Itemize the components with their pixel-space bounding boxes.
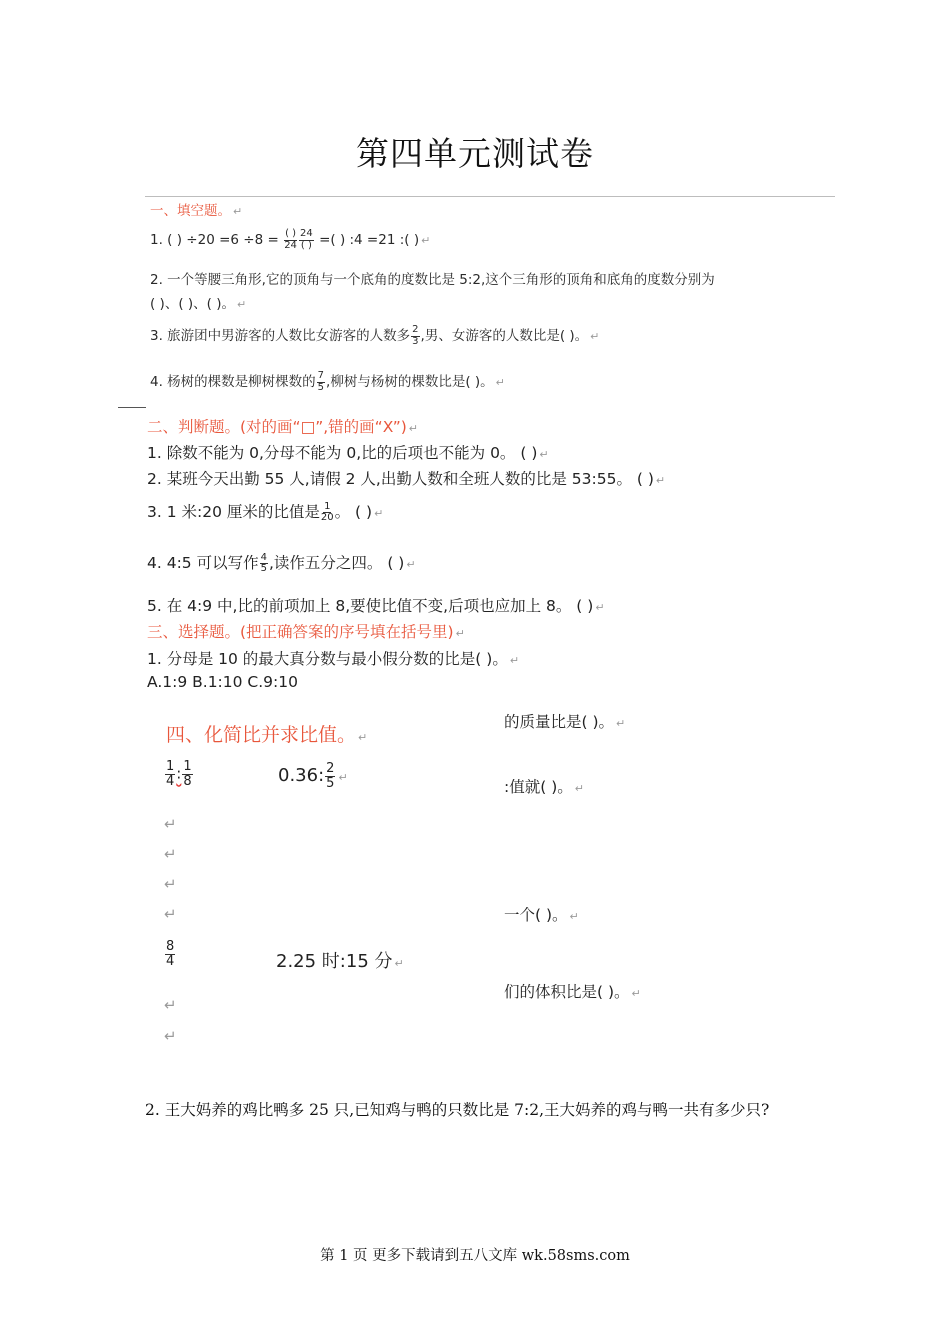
- choice-question-1-options: A.1:9 B.1:10 C.9:10: [147, 673, 298, 691]
- choice-fragment-4: 们的体积比是( )。 ↵: [504, 983, 641, 1001]
- fill-question-2-line-1: 2. 一个等腰三角形,它的顶角与一个底角的度数比是 5:2,这个三角形的顶角和底角的度数分别为: [150, 272, 715, 288]
- fragment-rule: [118, 407, 146, 408]
- judge-question-2: 2. 某班今天出勤 55 人,请假 2 人,出勤人数和全班人数的比是 53:55。 ( ) ↵: [147, 470, 666, 488]
- judge-question-4: 4. 4:5 可以写作 $\frac{4}{5}$ ,读作五分之四。 ( ) ↵: [147, 551, 416, 574]
- fraction-2-3: $\frac{2}{3}$: [412, 324, 419, 347]
- fraction-24-over-blank: $\frac{24}{( )}$: [300, 228, 313, 251]
- fraction-1-20: $\frac{1}{20}$: [320, 500, 334, 523]
- simplify-item-d: 2.25 时:15 分 ↵: [276, 951, 404, 972]
- paragraph-mark: ↵: [233, 205, 243, 218]
- fraction-1-4: $\frac{1}{4}$: [166, 759, 175, 789]
- judge-question-3: 3. 1 米:20 厘米的比值是 $\frac{1}{20}$ 。 ( ) ↵: [147, 500, 384, 523]
- choice-fragment-2: :值就( )。 ↵: [504, 778, 584, 796]
- judge-question-1: 1. 除数不能为 0,分母不能为 0,比的后项也不能为 0。 ( ) ↵: [147, 444, 549, 462]
- paragraph-mark: ↵: [164, 996, 177, 1014]
- judge-question-5: 5. 在 4:9 中,比的前项加上 8,要使比值不变,后项也应加上 8。 ( ) ↵: [147, 597, 605, 615]
- fill-question-4: 4. 杨树的棵数是柳树棵数的 $\frac{7}{5}$ ,柳树与杨树的棵数比是( )。 ↵: [150, 370, 505, 393]
- paragraph-mark: ↵: [164, 875, 177, 893]
- fraction-4-5: $\frac{4}{5}$: [260, 551, 267, 574]
- fraction-2-5: $\frac{2}{5}$: [326, 761, 335, 791]
- title-divider: [145, 196, 835, 197]
- word-problem-2: 2. 王大妈养的鸡比鸭多 25 只,已知鸡与鸭的只数比是 7:2,王大妈养的鸡与鸭一共有多少只?: [145, 1101, 770, 1119]
- fill-question-1: 1. ( ) ÷20 =6 ÷8 = $\frac{( )}{24}$ $\frac{24}{( )}$ =( ) :4 =21 :( ) ↵: [150, 228, 431, 251]
- cut-off-text: [300, 705, 500, 711]
- fraction-blank-over-24: $\frac{( )}{24}$: [284, 228, 297, 251]
- section-choice-heading: 三、选择题。(把正确答案的序号填在括号里) ↵: [147, 623, 465, 641]
- section-fill-heading: 一、填空题。 ↵: [150, 203, 243, 219]
- section-judge-heading: 二、判断题。(对的画“□”,错的画“X”) ↵: [147, 418, 418, 436]
- simplify-item-c: [164, 940, 176, 968]
- section-simplify-heading: 四、化简比并求比值。 ↵: [166, 724, 368, 746]
- paragraph-mark: ↵: [164, 1027, 177, 1045]
- choice-fragment-1: 的质量比是( )。 ↵: [504, 713, 626, 731]
- choice-question-1: 1. 分母是 10 的最大真分数与最小假分数的比是( )。 ↵: [147, 650, 520, 668]
- page-footer: 第 1 页 更多下载请到五八文库 wk.58sms.com: [320, 1248, 630, 1264]
- fraction-8-4: $\frac{8}{4}$: [166, 939, 175, 969]
- page-title: 第四单元测试卷: [356, 134, 594, 173]
- paragraph-mark: ↵: [164, 845, 177, 863]
- fill-question-2-line-2: ( )、( )、( )。 ↵: [150, 296, 247, 312]
- paragraph-mark: ↵: [164, 905, 177, 923]
- choice-fragment-3: 一个( )。 ↵: [504, 906, 579, 924]
- fill-question-3: 3. 旅游团中男游客的人数比女游客的人数多 $\frac{2}{3}$ ,男、女游客的人数比是( )。 ↵: [150, 324, 600, 347]
- simplify-item-a: $\frac{1}{4}$ : $\frac{1}{8}$: [166, 759, 192, 789]
- fraction-7-5: $\frac{7}{5}$: [317, 370, 325, 393]
- simplify-item-b: 0.36: $\frac{2}{5}$ ↵: [278, 761, 348, 791]
- paragraph-mark: ↵: [164, 815, 177, 833]
- fraction-1-8: $\frac{1}{8}$: [183, 759, 192, 789]
